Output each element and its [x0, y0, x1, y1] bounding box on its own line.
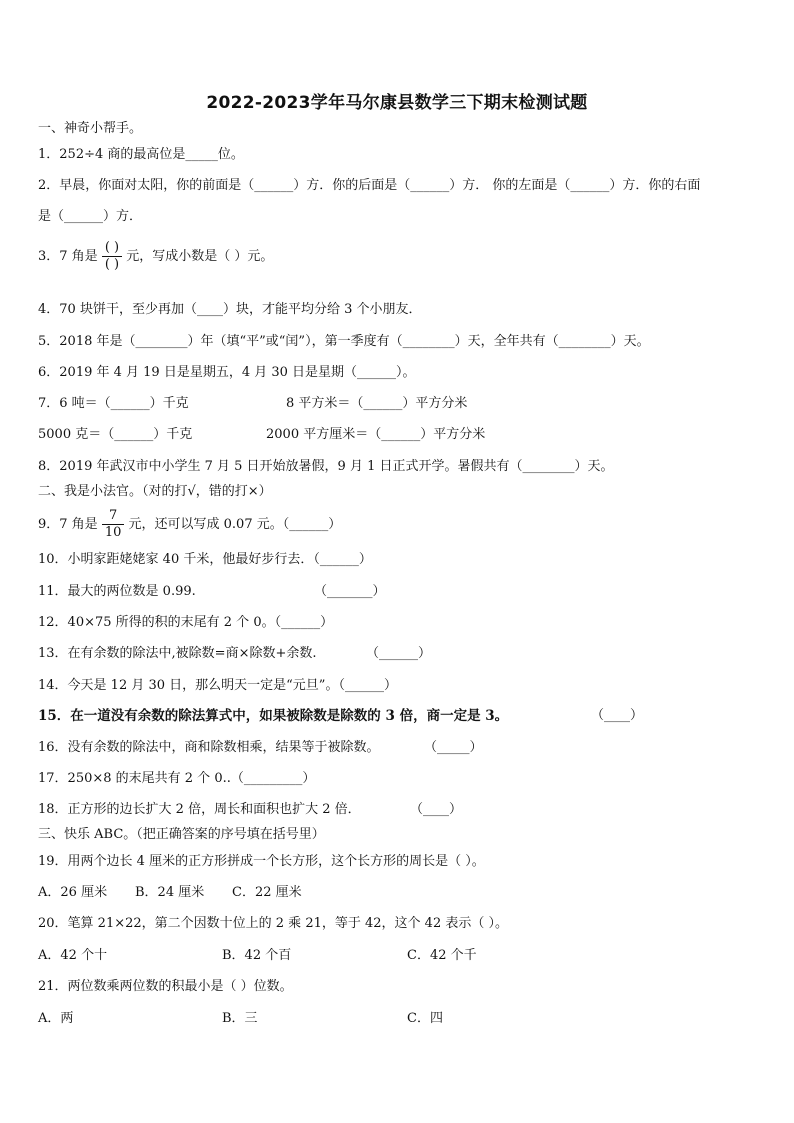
question-15-blank: （____）: [591, 708, 644, 723]
question-4: 4．70 块饼干，至少再加（____）块，才能平均分给 3 个小朋友．: [38, 302, 422, 317]
fraction-numerator: 7: [102, 508, 125, 525]
question-20-option-c: C．42 个千: [407, 948, 477, 963]
question-8: 8．2019 年武汉市中小学生 7 月 5 日开始放暑假，9 月 1 日正式开学。暑假共有（________）天。: [38, 459, 614, 474]
fraction-denominator: 10: [104, 525, 122, 540]
question-12: 12．40×75 所得的积的末尾有 2 个 0。（______）: [38, 615, 334, 630]
section-1-heading: 一、神奇小帮手。: [38, 121, 143, 136]
question-11-blank: （_______）: [314, 584, 386, 599]
question-18-blank: （____）: [410, 802, 463, 817]
question-3-prefix: 3．7 角是: [38, 249, 98, 264]
question-17: 17．250×8 的末尾共有 2 个 0..（_________）: [38, 771, 316, 786]
question-1: 1．252÷4 商的最高位是_____位。: [38, 147, 244, 162]
question-7-item-3: 5000 克＝（______）千克: [38, 427, 193, 442]
question-18: 18．正方形的边长扩大 2 倍，周长和面积也扩大 2 倍．: [38, 802, 361, 817]
question-21-option-c: C．四: [407, 1011, 443, 1026]
question-3-fraction: [102, 240, 122, 273]
fraction-denominator: ( ): [104, 257, 120, 272]
question-15: 15．在一道没有余数的除法算式中，如果被除数是除数的 3 倍，商一定是 3。: [38, 708, 509, 724]
question-9-suffix: 元，还可以写成 0.07 元。（______）: [128, 517, 342, 532]
question-5: 5．2018 年是（________）年（填“平”或“闰”），第一季度有（________）天，全年共有（________）天。: [38, 334, 650, 349]
question-7-item-2: 8 平方米＝（______）平方分米: [286, 396, 468, 411]
question-3: [38, 240, 273, 273]
question-2-line-1: 2．早晨，你面对太阳，你的前面是（______）方．你的后面是（______）方． 你的左面是（______）方．你的右面: [38, 178, 701, 193]
question-9: [38, 508, 341, 541]
question-7-item-4: 2000 平方厘米＝（______）平方分米: [266, 427, 486, 442]
question-20-option-a: A．42 个十: [38, 948, 108, 963]
question-14: 14．今天是 12 月 30 日，那么明天一定是“元旦”。（______）: [38, 678, 397, 693]
question-13-blank: （______）: [366, 646, 432, 661]
question-21-option-b: B．三: [222, 1011, 258, 1026]
question-19-option-c: C．22 厘米: [232, 885, 302, 900]
section-2-heading: 二、我是小法官。（对的打√，错的打×）: [38, 484, 272, 499]
question-20-option-b: B．42 个百: [222, 948, 292, 963]
question-19: 19．用两个边长 4 厘米的正方形拼成一个长方形，这个长方形的周长是（ ）。: [38, 854, 485, 869]
question-9-prefix: 9．7 角是: [38, 517, 98, 532]
section-3-heading: 三、快乐 ABC。（把正确答案的序号填在括号里）: [38, 827, 325, 842]
question-6: 6．2019 年 4 月 19 日是星期五，4 月 30 日是星期（______）。: [38, 365, 416, 380]
fraction-numerator: ( ): [102, 240, 122, 257]
question-11: 11．最大的两位数是 0.99.: [38, 584, 196, 599]
question-13: 13．在有余数的除法中,被除数=商×除数+余数.: [38, 646, 317, 661]
question-2-line-2: 是（______）方．: [38, 209, 143, 224]
question-10: 10．小明家距姥姥家 40 千米，他最好步行去．（______）: [38, 552, 372, 567]
question-21-option-a: A．两: [38, 1011, 74, 1026]
question-3-suffix: 元，写成小数是（ ）元。: [126, 249, 274, 264]
page-title: 2022-2023学年马尔康县数学三下期末检测试题: [206, 93, 588, 113]
question-20: 20．笔算 21×22，第二个因数十位上的 2 乘 21，等于 42，这个 42 表示（ ）。: [38, 916, 508, 931]
question-16: 16．没有余数的除法中，商和除数相乘，结果等于被除数。: [38, 740, 380, 755]
question-7-item-1: 7．6 吨＝（______）千克: [38, 396, 189, 411]
question-19-option-a: A．26 厘米: [38, 885, 108, 900]
question-21: 21．两位数乘两位数的积最小是（ ）位数。: [38, 979, 293, 994]
question-9-fraction: [102, 508, 125, 541]
question-19-option-b: B．24 厘米: [135, 885, 205, 900]
question-16-blank: （_____）: [424, 740, 483, 755]
